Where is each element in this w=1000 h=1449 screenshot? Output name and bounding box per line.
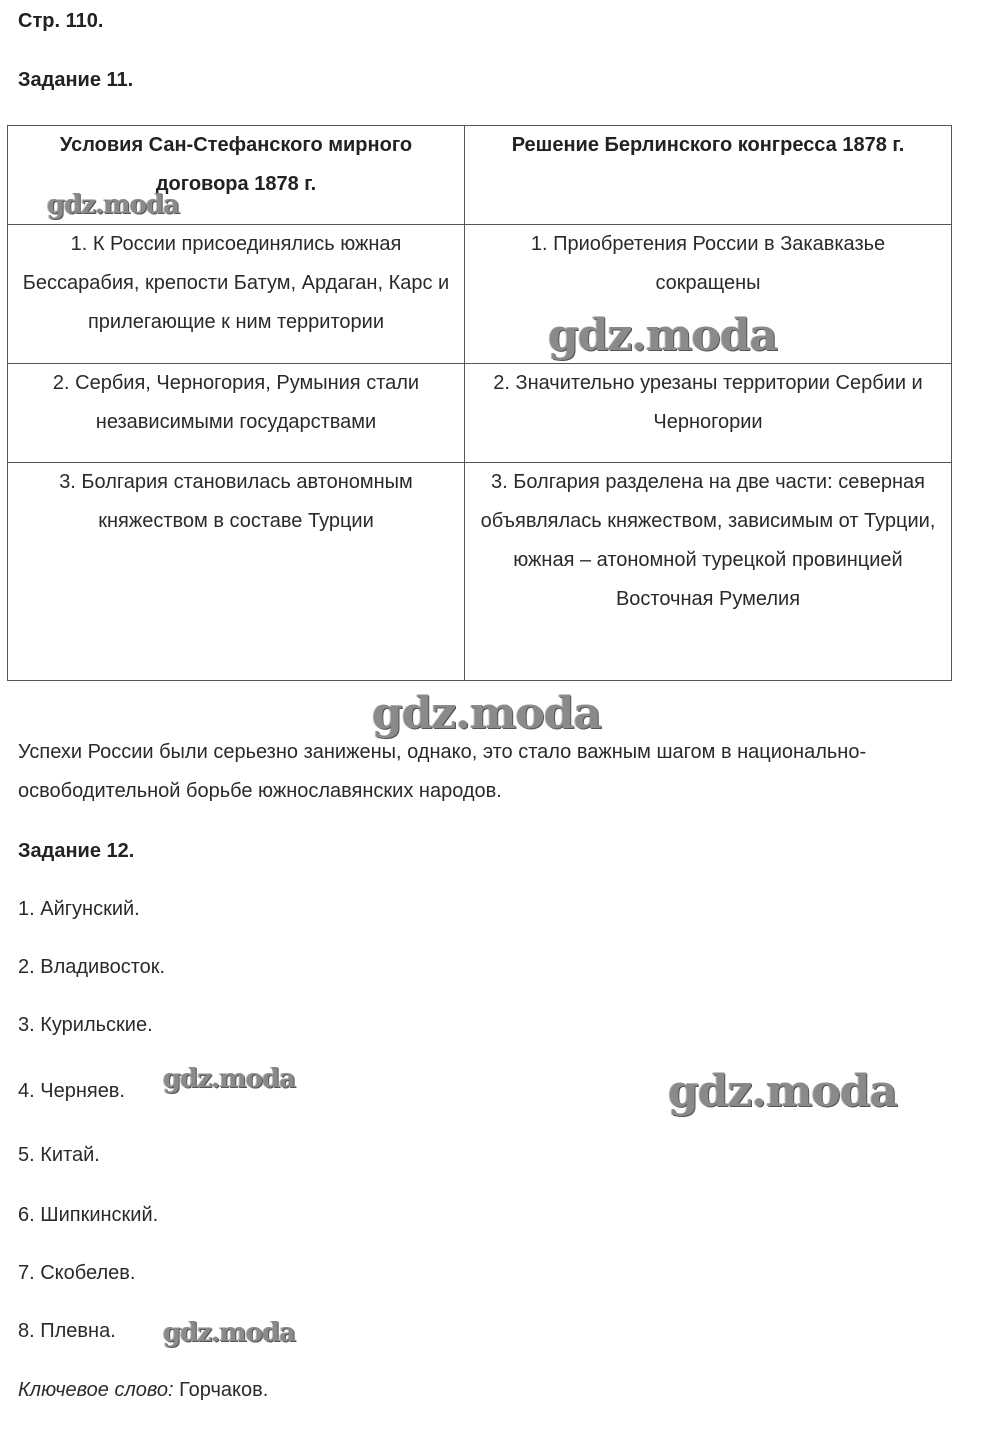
table-header-san-stefano: Условия Сан-Стефанского мирного договора 1878 г. [8,126,465,225]
answer-item: 7. Скобелев. [18,1262,136,1284]
table-cell: 3. Болгария становилась автономным княжеством в составе Турции [8,463,465,681]
answer-item: 6. Шипкинский. [18,1204,159,1226]
watermark-logo: gdz.moda [163,1064,296,1094]
table-row [8,364,952,463]
keyword-value: Горчаков. [179,1379,269,1401]
watermark-logo: gdz.moda [47,190,180,220]
page-reference: Стр. 110. [18,10,104,32]
answer-item: 2. Владивосток. [18,956,166,978]
answer-item: 4. Черняев. [18,1080,125,1102]
answer-item: 3. Курильские. [18,1014,153,1036]
watermark-logo: gdz.moda [372,688,602,739]
table-header-berlin: Решение Берлинского конгресса 1878 г. [465,126,952,225]
table-cell: 1. Приобретения России в Закавказье сокращены [465,225,952,364]
watermark-logo: gdz.moda [548,310,778,361]
keyword-label: Ключевое слово: [18,1379,174,1401]
answer-item: 5. Китай. [18,1144,100,1166]
table-row [8,225,952,364]
table-cell: 2. Значительно урезаны территории Сербии и Черногории [465,364,952,463]
conclusion-text: Успехи России были серьезно занижены, однако, это стало важным шагом в национально-освободительной борьбе южнославянских народов. [18,741,867,802]
table-row [8,463,952,681]
watermark-logo: gdz.moda [668,1066,898,1117]
keyword-line [18,1371,268,1410]
table-cell: 1. К России присоединялись южная Бессарабия, крепости Батум, Ардаган, Карс и прилегающие к ним территории [8,225,465,364]
task-11-title: Задание 11. [18,69,134,91]
table-cell: 2. Сербия, Черногория, Румыния стали независимыми государствами [8,364,465,463]
table-cell: 3. Болгария разделена на две части: северная объявлялась княжеством, зависимым от Турции, южная – атономной турецкой провинцией Восточная Румелия [465,463,952,681]
watermark-logo: gdz.moda [163,1318,296,1348]
task-12-title: Задание 12. [18,840,135,862]
answer-item: 1. Айгунский. [18,898,140,920]
answer-item: 8. Плевна. [18,1320,116,1342]
